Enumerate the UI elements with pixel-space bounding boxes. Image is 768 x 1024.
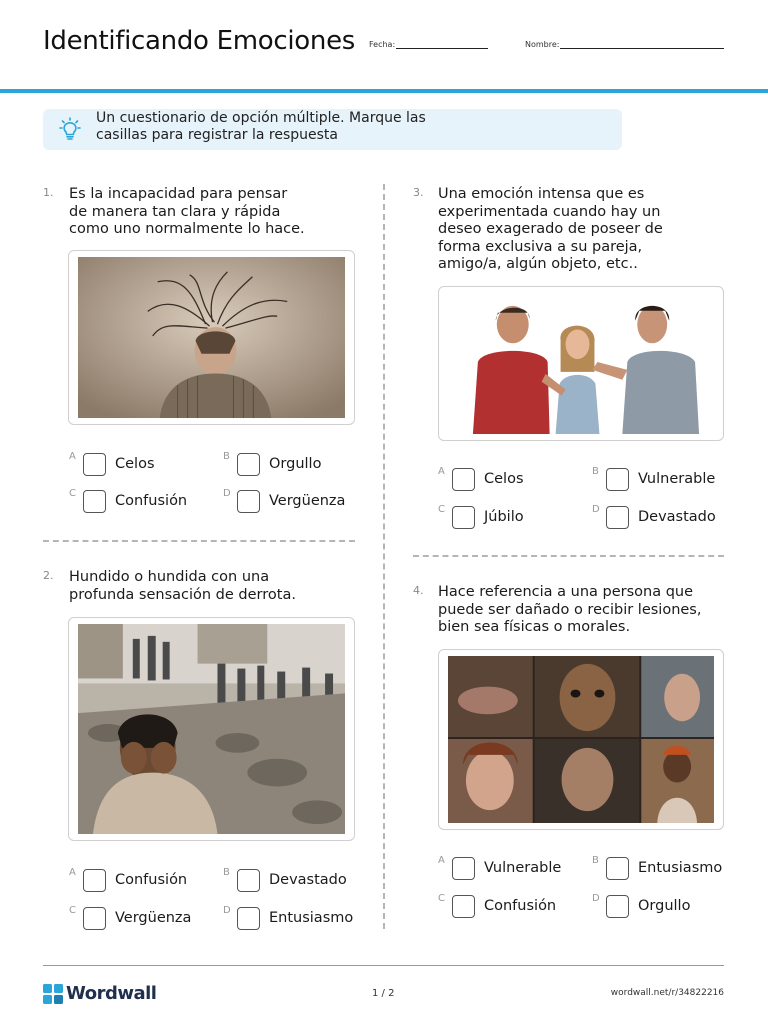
question-image-frame	[68, 250, 355, 425]
option-letter: A	[69, 451, 76, 462]
option-letter: D	[223, 488, 231, 499]
page-number: 1 / 2	[372, 988, 395, 999]
question-text: Hace referencia a una persona que puede ser dañado o recibir lesiones, bien sea físicas o morales.	[438, 584, 702, 635]
question-number: 1.	[43, 186, 54, 199]
option-label: Celos	[484, 471, 524, 487]
option-label: Vergüenza	[115, 910, 192, 926]
page-title: Identificando Emociones	[43, 26, 356, 56]
answer-checkbox[interactable]	[237, 907, 260, 930]
question-divider-right	[413, 555, 724, 557]
option-b[interactable]	[592, 468, 742, 494]
name-field[interactable]	[525, 38, 724, 49]
question-number: 3.	[413, 186, 424, 199]
option-label: Vulnerable	[638, 471, 716, 487]
answer-checkbox[interactable]	[83, 869, 106, 892]
option-letter: C	[438, 504, 445, 515]
name-line	[560, 38, 724, 49]
option-a[interactable]	[438, 857, 588, 883]
date-label: Fecha:	[369, 40, 396, 49]
option-letter: D	[223, 905, 231, 916]
jealousy-image	[448, 293, 714, 434]
option-d[interactable]	[223, 907, 373, 933]
answer-checkbox[interactable]	[237, 490, 260, 513]
name-label: Nombre:	[525, 40, 560, 49]
answer-checkbox[interactable]	[452, 468, 475, 491]
option-letter: C	[438, 893, 445, 904]
question-divider-left	[43, 540, 355, 542]
question-image-frame	[68, 617, 355, 841]
option-letter: D	[592, 893, 600, 904]
option-d[interactable]	[592, 895, 742, 921]
answer-checkbox[interactable]	[606, 468, 629, 491]
answer-checkbox[interactable]	[606, 895, 629, 918]
option-b[interactable]	[223, 869, 373, 895]
answer-checkbox[interactable]	[83, 907, 106, 930]
devastated-boy-image	[78, 624, 345, 834]
footer-url[interactable]: wordwall.net/r/34822216	[610, 988, 724, 998]
option-label: Celos	[115, 456, 155, 472]
option-d[interactable]	[592, 506, 742, 532]
answer-checkbox[interactable]	[83, 453, 106, 476]
option-letter: C	[69, 488, 76, 499]
option-label: Júbilo	[484, 509, 524, 525]
answer-checkbox[interactable]	[452, 506, 475, 529]
option-a[interactable]	[69, 453, 219, 479]
option-c[interactable]	[69, 490, 219, 516]
instructions-text: Un cuestionario de opción múltiple. Marque las casillas para registrar la respuesta	[96, 110, 426, 143]
answer-checkbox[interactable]	[237, 453, 260, 476]
lightbulb-icon	[57, 117, 83, 143]
option-d[interactable]	[223, 490, 373, 516]
answer-checkbox[interactable]	[237, 869, 260, 892]
option-letter: B	[592, 466, 599, 477]
question-text: Hundido o hundida con una profunda sensación de derrota.	[69, 569, 296, 603]
answer-checkbox[interactable]	[452, 895, 475, 918]
option-label: Entusiasmo	[638, 860, 723, 876]
question-text: Es la incapacidad para pensar de manera tan clara y rápida como uno normalmente lo hace.	[69, 186, 305, 237]
option-a[interactable]	[438, 468, 588, 494]
option-a[interactable]	[69, 869, 219, 895]
option-label: Devastado	[269, 872, 347, 888]
option-c[interactable]	[69, 907, 219, 933]
option-letter: C	[69, 905, 76, 916]
footer-divider	[43, 965, 724, 966]
option-b[interactable]	[592, 857, 742, 883]
option-label: Confusión	[484, 898, 557, 914]
option-letter: A	[438, 855, 445, 866]
vulnerable-collage-image	[448, 656, 714, 823]
option-label: Confusión	[115, 872, 188, 888]
answer-checkbox[interactable]	[83, 490, 106, 513]
wordwall-logo-icon	[43, 984, 63, 1004]
option-label: Vulnerable	[484, 860, 562, 876]
option-letter: B	[223, 451, 230, 462]
stressed-man-image	[78, 257, 345, 418]
option-label: Orgullo	[269, 456, 322, 472]
option-label: Orgullo	[638, 898, 691, 914]
date-line	[396, 38, 488, 49]
option-c[interactable]	[438, 895, 588, 921]
wordwall-logo	[43, 983, 156, 1004]
date-field[interactable]	[369, 38, 488, 49]
question-image-frame	[438, 286, 724, 441]
option-letter: A	[69, 867, 76, 878]
option-label: Vergüenza	[269, 493, 346, 509]
option-letter: B	[592, 855, 599, 866]
question-number: 4.	[413, 584, 424, 597]
option-label: Devastado	[638, 509, 716, 525]
question-image-frame	[438, 649, 724, 830]
option-label: Entusiasmo	[269, 910, 354, 926]
logo-text: Wordwall	[66, 983, 157, 1004]
answer-checkbox[interactable]	[452, 857, 475, 880]
option-letter: B	[223, 867, 230, 878]
question-text: Una emoción intensa que es experimentada cuando hay un deseo exagerado de poseer de forma exclusiva a su pareja, amigo/a, algún objeto, etc..	[438, 186, 663, 272]
header-bar	[0, 89, 768, 93]
instructions-box	[43, 109, 622, 150]
option-label: Confusión	[115, 493, 188, 509]
column-divider	[383, 184, 385, 929]
option-b[interactable]	[223, 453, 373, 479]
answer-checkbox[interactable]	[606, 506, 629, 529]
option-letter: A	[438, 466, 445, 477]
question-number: 2.	[43, 569, 54, 582]
option-letter: D	[592, 504, 600, 515]
option-c[interactable]	[438, 506, 588, 532]
answer-checkbox[interactable]	[606, 857, 629, 880]
